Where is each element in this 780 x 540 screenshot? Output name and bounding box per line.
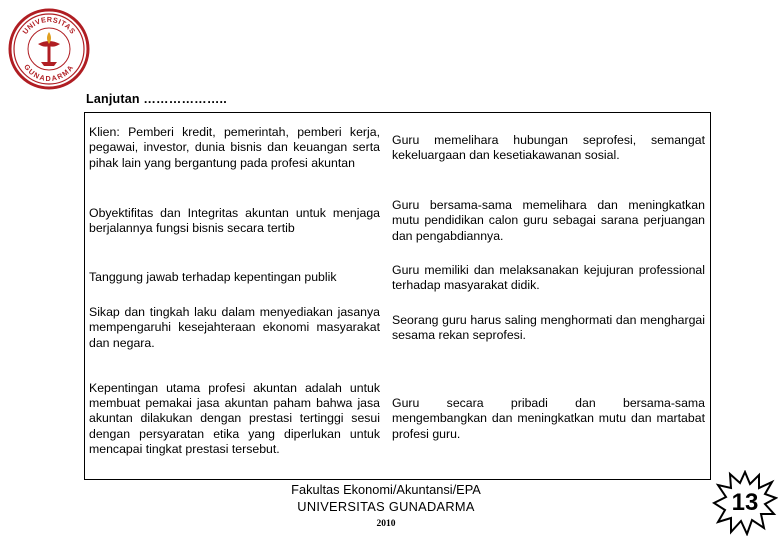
table-cell-left: Obyektifitas dan Integritas akuntan untuk menjaga berjalannya fungsi bisnis secara tertib (89, 205, 380, 235)
table-row (84, 358, 711, 480)
page-number: 13 (731, 489, 759, 516)
table-cell-left: Sikap dan tingkah laku dalam menyediakan jasanya mempengaruhi kesejahteraan ekonomi masyarakat dan negara. (89, 305, 380, 350)
comparison-table (84, 112, 711, 480)
table-cell-right: Guru memiliki dan melaksanakan kejujuran professional terhadap masyarakat didik. (392, 262, 705, 292)
table-cell-left: Klien: Pemberi kredit, pemerintah, pemberi kerja, pegawai, investor, dunia bisnis dan keuangan serta pihak lain yang bergantung pada profesi akuntan (89, 125, 380, 170)
table-row (84, 258, 711, 298)
table-cell-left: Tanggung jawab terhadap kepentingan publik (89, 270, 337, 285)
table-row (84, 184, 711, 258)
table-cell-right: Seorang guru harus saling menghormati dan menghargai sesama rekan seprofesi. (392, 312, 705, 342)
table-cell-right: Guru bersama-sama memelihara dan meningkatkan mutu pendidikan calon guru sebagai sarana perjuangan dan pengabdiannya. (392, 198, 705, 243)
table-cell-right: Guru secara pribadi dan bersama-sama mengembangkan dan meningkatkan mutu dan martabat profesi guru. (392, 396, 705, 441)
footer-faculty: Fakultas Ekonomi/Akuntansi/EPA (291, 482, 481, 497)
table-row (84, 298, 711, 358)
table-row (84, 112, 711, 184)
svg-text:GUNADARMA: GUNADARMA (22, 62, 76, 84)
table-cell-left: Kepentingan utama profesi akuntan adalah untuk membuat pemakai jasa akuntan paham bahwa jasa akuntan dilakukan dengan prestasi tertinggi sesui dengan persyaratan etika yang diperlukan untuk mencapai tingkat prestasi tersebut. (89, 380, 380, 456)
table-cell-right: Guru memelihara hubungan seprofesi, semangat kekeluargaan dan kesetiakawanan sosial. (392, 132, 705, 162)
slide-subtitle: Lanjutan ……………….. (86, 92, 227, 106)
footer-university: UNIVERSITAS GUNADARMA (297, 499, 475, 514)
gunadarma-logo-icon (8, 8, 90, 90)
svg-text:UNIVERSITAS: UNIVERSITAS (20, 14, 78, 36)
footer-year: 2010 (376, 519, 396, 529)
